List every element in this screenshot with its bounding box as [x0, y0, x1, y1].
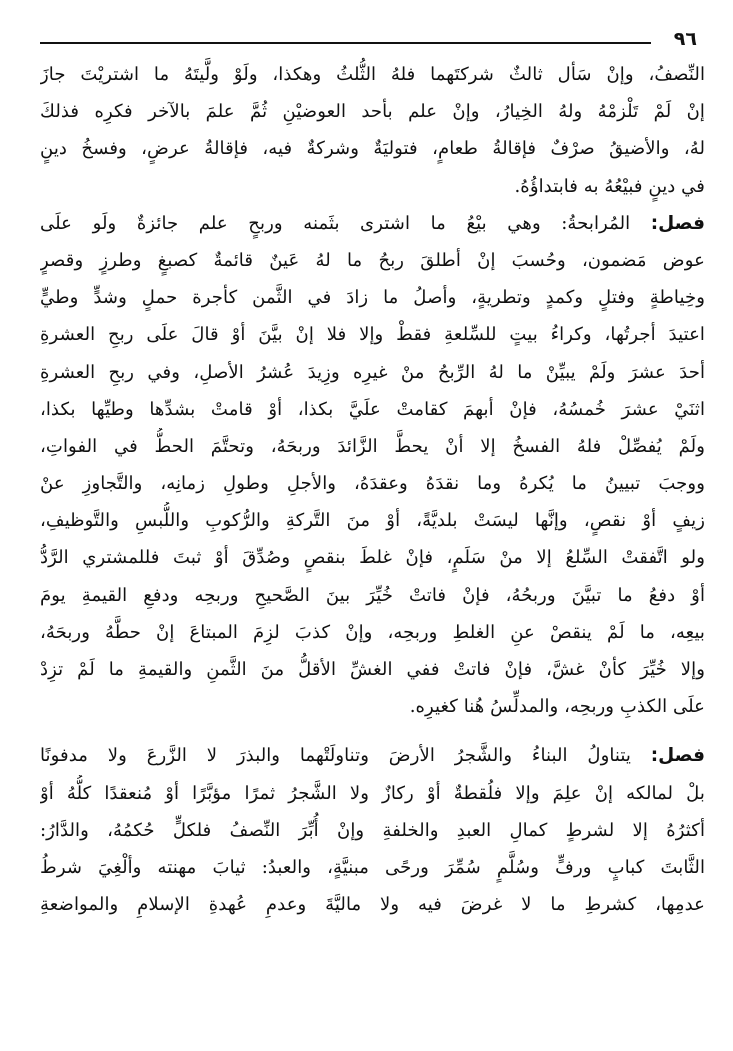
line-text: يتناولُ البناءُ والشَّجرُ الأرضَ وتناولَتْهما والبذرَ لا الزَّرعَ ولا مدفونًا	[40, 745, 631, 767]
text-line: وخِياطةٍ وفتلٍ وكمدٍ وتطريةٍ، وأصلُ ما زادَ في الثَّمن كأجرة حملٍ وشدٍّ وطيٍّ	[40, 287, 705, 309]
text-line-with-heading	[40, 737, 705, 774]
section-heading: فصل:	[650, 745, 705, 767]
text-line: أحدَ عشرَ ولَمْ يبيِّنْ ما لهُ الرِّبحُ منْ غيرِه وزِيدَ عُشرُ الأصلِ، وفي ربحِ العشرةِ	[40, 361, 705, 383]
text-line: اعتيدَ أجرتُها، وكراءُ بيتٍ للسِّلعةِ فقطْ وإلا فلا إنْ بيَّنَ أوْ قالَ علَى ربحِ العشرةِ	[40, 324, 705, 346]
text-line: زيفٍ أوْ نقصٍ، وإنَّها ليسَتْ بلديَّةً، أوْ منَ التَّركةِ والرُّكوبِ واللُّبسِ والتَّوظيفِ،	[40, 510, 705, 532]
text-line: ولو اتَّفقتْ السِّلعُ إلا منْ سَلَمٍ، فإنْ غلطَ بنقصٍ وصُدِّقَ أوْ ثبتَ فللمشتري الرَّدُّ	[40, 547, 705, 569]
text-line: بلْ لمالكه إنْ علِمَ وإلا فلُقطةٌ أوْ ركازٌ ولا الشَّجرُ ثمرًا مؤبَّرًا أوْ مُنعقدًا كلُّهُ أوْ	[40, 782, 705, 804]
text-line: النِّصفُ، وإنْ سَأل ثالثٌ شركتَهما فلهُ الثُّلثُ وهكذا، ولَوْ ولَّيتَهُ ما اشتريْتَ جازَ	[40, 64, 705, 85]
line-text: المُرابحةُ: وهي بيْعُ ما اشترى بثَمنه وربحٍ علم جائزةٌ ولَو علَى	[40, 212, 631, 234]
text-line: لهُ، والأضيقُ صرْفٌ فإقالةُ طعامٍ، فتوليَةٌ وشركةٌ فيه، فإقالةُ عرضٍ، وفسخُ دينٍ	[40, 138, 705, 160]
page-body	[40, 56, 705, 923]
section-inclusions	[40, 737, 705, 923]
page-header	[40, 28, 705, 54]
text-line: وإلا خُيِّرَ كأنْ غشَّ، فإنْ فاتتْ ففي الغشِّ الأقلُّ منَ الثَّمنِ والقيمةِ ما لَمْ تزِدْ	[40, 659, 705, 680]
page-number: ٩٦	[673, 28, 697, 50]
section-murabaha	[40, 205, 705, 726]
text-line-with-heading	[40, 205, 705, 242]
text-line: إنْ لَمْ تَلْزمْهُ ولهُ الخِيارُ، وإنْ علم بأحد العوضيْنِ ثُمَّ علمَ بالآخر فكرِه فذلكَ	[40, 101, 705, 123]
paragraph-continuation	[40, 56, 705, 205]
section-spacer	[40, 725, 705, 737]
text-line: علَى الكذبِ وربحِه، والمدلِّسُ هُنا كغيرِه.	[409, 696, 705, 718]
text-line: عوض مَضمون، وحُسبَ إنْ أطلقَ ربحُ ما لهُ عَينٌ قائمةٌ كصبغٍ وطرزٍ وقصرٍ	[40, 249, 705, 271]
text-line: ووجبَ تبيينُ ما يُكرهُ وما نقدَهُ وعقدَهُ، والأجلِ وطولِ زمانِه، والتَّجاوزِ عنْ	[40, 473, 705, 495]
text-line: اثنَيْ عشرَ خُمسُهُ، فإنْ أبهمَ كقامتْ علَيَّ بكذا، أوْ قامتْ بشدِّها وطيِّها بكذا،	[40, 398, 705, 420]
text-line: عدمِها، كشرطِ ما لا غرضَ فيه ولا ماليَّةَ وعدمِ عُهدةِ الإسلامِ والمواضعةِ	[40, 894, 705, 916]
text-line: أكثرُهُ إلا لشرطٍ كمالِ العبدِ والخلفةِ وإنْ أُبِّرَ النِّصفُ فلكلٍّ حُكمُهُ، والدَّارُ:	[40, 819, 705, 841]
text-line: ولَمْ يُفصِّلْ فلهُ الفسخُ إلا أنْ يحطَّ الزَّائدَ وربحَهُ، وتحتَّمَ الحطُّ في الفواتِ،	[40, 435, 705, 457]
text-line: في دينٍ فبيْعُهُ به فابتداؤُهُ.	[514, 175, 705, 197]
section-heading: فصل:	[650, 212, 705, 234]
header-rule	[40, 42, 651, 44]
text-line: الثَّابتَ كبابٍ ورفٍّ وسُلَّمٍ سُمِّرَ ورحًى مبنيَّةٍ، والعبدُ: ثيابَ مهنته وألْغِيَ شرطُ	[40, 856, 705, 878]
text-line: أوْ دفعُ ما تبيَّنَ وربحُهُ، فإنْ فاتتْ خُيِّرَ بينَ الصَّحيحِ وربحِه ودفعِ القيمةِ يومَ	[40, 584, 705, 606]
text-line: بيعِه، ما لَمْ ينقصْ عنِ الغلطِ وربحِه، وإنْ كذبَ لزِمَ المبتاعَ إنْ حطَّهُ وربحَهُ،	[40, 621, 705, 643]
